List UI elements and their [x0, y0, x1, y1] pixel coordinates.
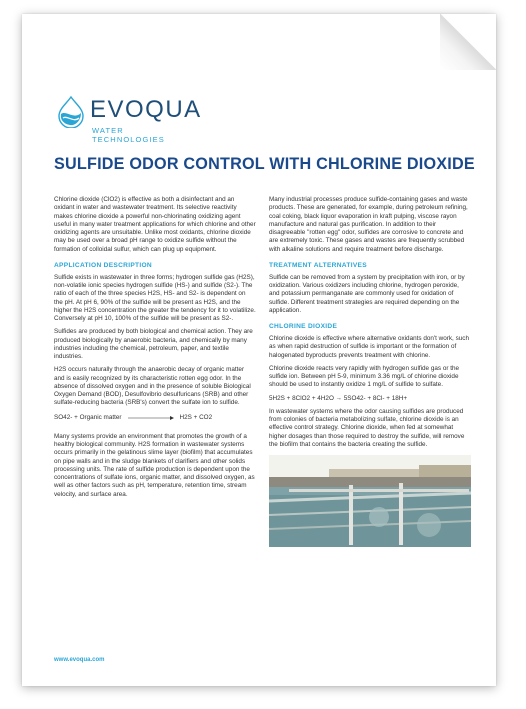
- industrial-paragraph: Many industrial processes produce sulfide-containing gases and waste products. These are generated, for example, during petroleum refining, coal coking, black liquor evaporation in kraft pulping, viscose rayon manufacture and natural gas purification. In addition to their disagreeable "rotten egg" odor, sulfides are corrosive to concrete and are extremely toxic. These gases and wastes are frequently scrubbed with alkaline solutions and require treatment before discharge.: [269, 196, 468, 253]
- page-curl: [440, 14, 496, 70]
- application-paragraph-3: H2S occurs naturally through the anaerobic decay of organic matter and is easily recognized by its characteristic rotten egg odor. In the absence of dissolved oxygen and in the presence of soluble Biological Oxygen Demand (BOD), Desulfovibrio desulfuricans (SRB) and other sulfate-reducing bacteria (SRB's) convert the sulfate ion to sulfide.: [54, 366, 251, 407]
- application-paragraph-4: Many systems provide an environment that promotes the growth of a healthy biological community. H2S formation in wastewater systems occurs primarily in the gelatinous slime layer (biofilm) that accumulates on pipe walls and in the sludge blankets of clarifiers and other solids processing units. The rate of sulfide production is dependent upon the concentrations of sulfate ions, organic matter, and dissolved oxygen, as well as other factors such as pH, temperature, retention time, stream velocity, and surface area.: [54, 432, 255, 498]
- brand-tagline: WATER TECHNOLOGIES: [92, 126, 165, 144]
- chlorine-dioxide-paragraph-2: Chlorine dioxide reacts very rapidly with hydrogen sulfide gas or the sulfide ion. Between pH 5-9, minimum 3.36 mg/L of chlorine dioxide should be used to instantly oxidize 1 mg/L of sulfide to sulfate.: [269, 364, 460, 389]
- application-paragraph-2: Sulfides are produced by both biological and chemical action. They are produced biologically by anaerobic bacteria, and chemically by many industries including the chemical, petroleum, paper, and textile industries.: [54, 328, 253, 360]
- intro-paragraph: Chlorine dioxide (ClO2) is effective as both a disinfectant and an oxidant in water and wastewater treatment. Its selective reactivity makes chlorine dioxide a powerful non-chlorinating oxidizing agent useful in many water treatment applications for which chlorine and other oxidizing agents are unsuitable. Unlike most oxidants, chlorine dioxide may be used over a broad pH range to oxidize sulfide without the formation of colloidal sulfur, which can plug up equipment.: [54, 196, 256, 253]
- treatment-plant-photo: [269, 455, 471, 547]
- left-column: [54, 196, 256, 504]
- sulfate-equation: [54, 414, 256, 425]
- brand-name: EVOQUA: [90, 96, 202, 123]
- equation-reactants: SO42- + Organic matter: [54, 413, 122, 421]
- chlorine-dioxide-paragraph-3: In wastewater systems where the odor causing sulfides are produced from colonies of bacteria metabolizing sulfate, chlorine dioxide is an effective control strategy. Chlorine dioxide, when fed at somewhat higher dosages than those required to destroy the sulfide, will remove the biofilm that contains the bacteria creating the sulfide.: [269, 407, 465, 448]
- page-title: SULFIDE ODOR CONTROL WITH CHLORINE DIOXIDE: [54, 155, 475, 173]
- chlorine-dioxide-heading: CHLORINE DIOXIDE: [269, 323, 338, 330]
- treatment-paragraph: Sulfide can be removed from a system by precipitation with iron, or by oxidization. Various oxidizers including chlorine, hydrogen peroxide, and potassium permanganate are commonly used for oxidation of sulfide. Different treatment strategies are required depending on the application.: [269, 273, 465, 314]
- water-drop-logo-icon: [54, 94, 88, 128]
- chlorine-dioxide-paragraph-1: Chlorine dioxide is effective where alternative oxidants don't work, such as when rapid destruction of sulfide is important or the formation of halogenated byproducts prevents treatment with chlorine.: [269, 335, 469, 359]
- document-page: [22, 14, 496, 686]
- equation-products: H2S + CO2: [179, 413, 213, 421]
- right-column: [269, 196, 471, 547]
- application-paragraph-1: Sulfide exists in wastewater in three forms; hydrogen sulfide gas (H2S), non-volatile ionic species hydrogen sulfide (HS-) and sulfide (S2-). The ratio of each of the three species H2S, HS- and S2- is dependent on the pH. At pH 6, 90% of the sulfide will be present as H2S, and the higher the H2S concentration the greater the tendency for it to volatilize. Conversely at pH 10, 100% of the sulfide will be present as S2-.: [54, 273, 256, 322]
- website-url: www.evoqua.com: [54, 657, 105, 663]
- oxidation-equation: 5H2S + 8ClO2 + 4H2O → 5SO42- + 8Cl- + 18H+: [269, 394, 408, 402]
- evoqua-logo: [54, 94, 202, 144]
- reaction-arrow-icon: [122, 414, 180, 425]
- treatment-heading: TREATMENT ALTERNATIVES: [269, 261, 367, 269]
- application-heading: APPLICATION DESCRIPTION: [54, 261, 152, 269]
